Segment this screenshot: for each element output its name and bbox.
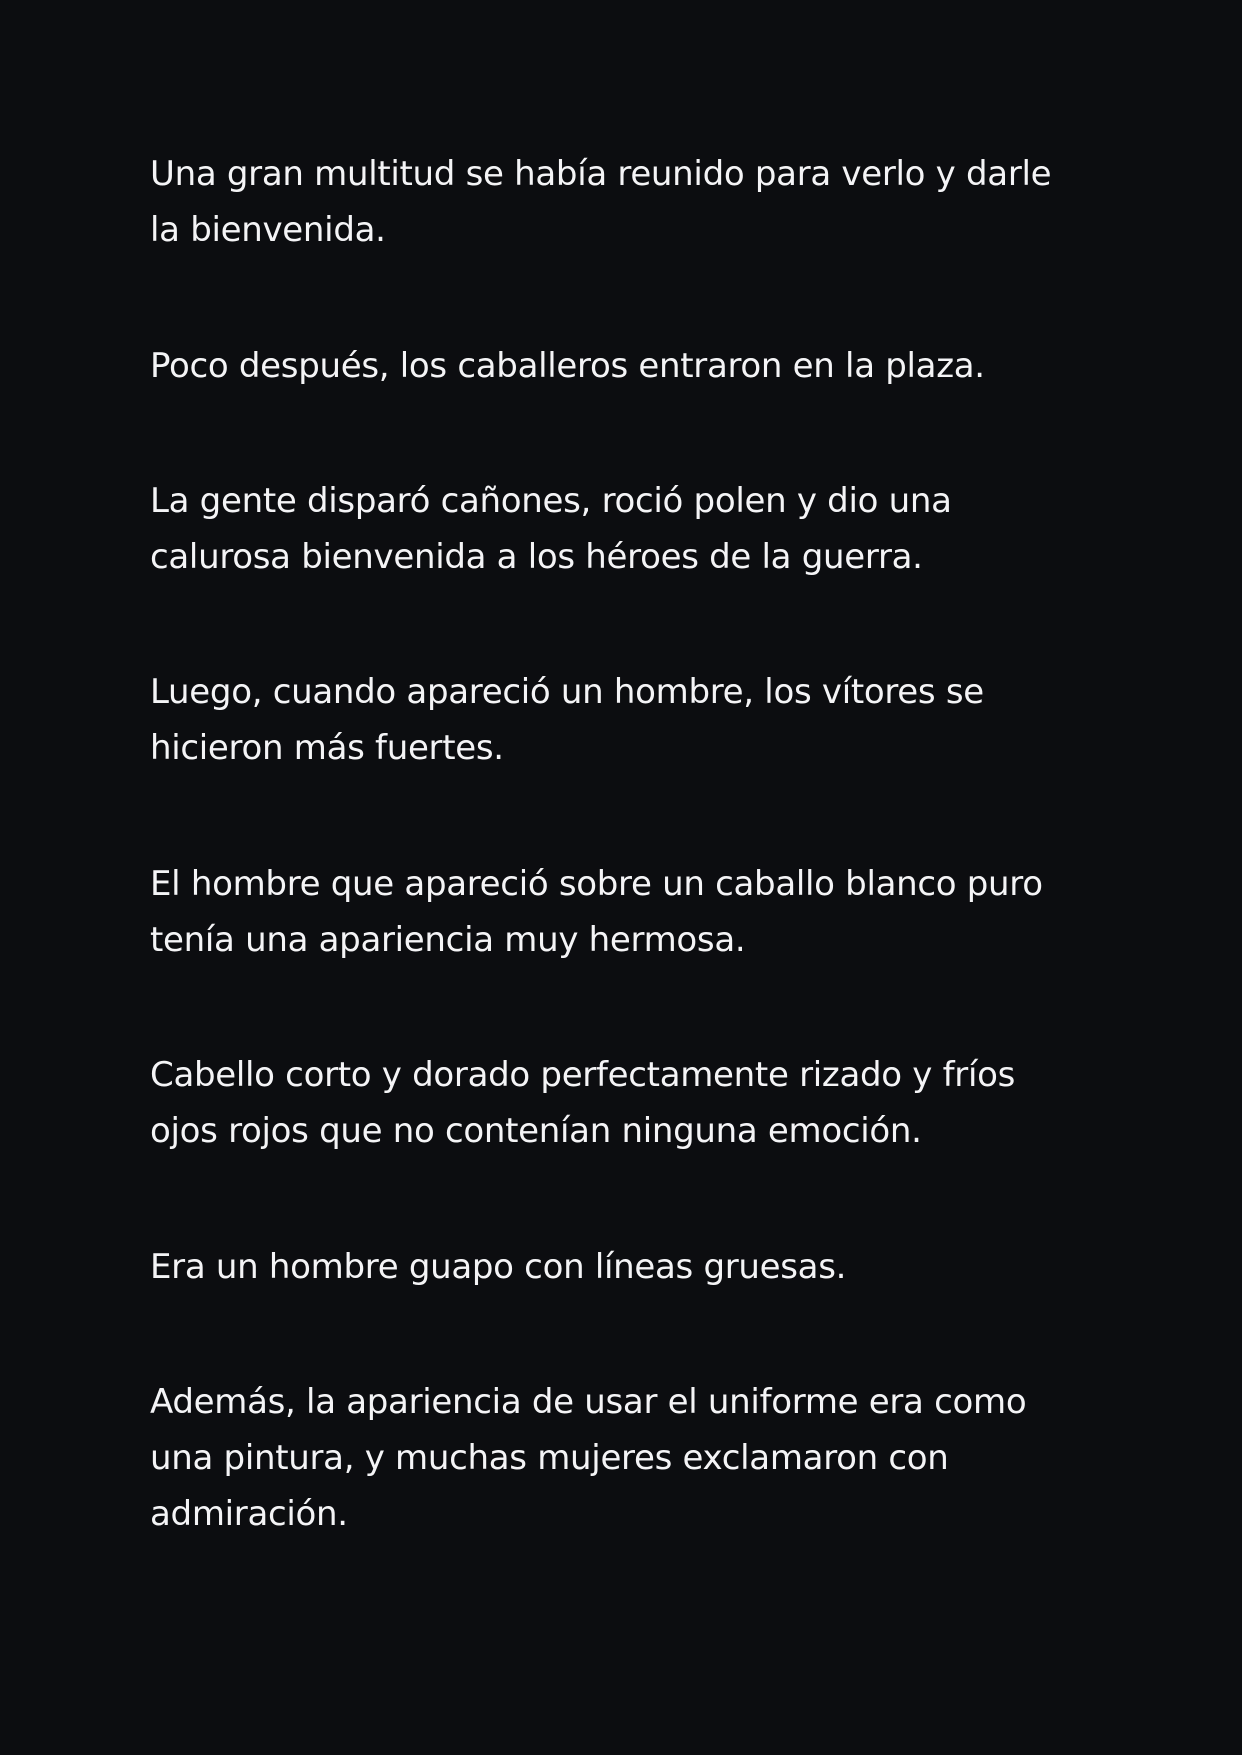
text-line: Era un hombre guapo con líneas gruesas. — [150, 1247, 847, 1287]
text-line: hicieron más fuertes. — [150, 728, 504, 768]
text-line: admiración. — [150, 1494, 348, 1534]
text-line: una pintura, y muchas mujeres exclamaron con — [150, 1438, 949, 1478]
paragraph — [150, 146, 1110, 258]
text-line: ojos rojos que no contenían ninguna emoción. — [150, 1111, 922, 1151]
text-line: Una gran multitud se había reunido para verlo y darle — [150, 154, 1052, 194]
text-line: la bienvenida. — [150, 210, 386, 250]
text-line: El hombre que apareció sobre un caballo blanco puro — [150, 864, 1043, 904]
text-line: La gente disparó cañones, roció polen y dio una — [150, 481, 952, 521]
paragraph — [150, 1374, 1110, 1542]
text-line: Luego, cuando apareció un hombre, los vítores se — [150, 672, 984, 712]
text-line: Poco después, los caballeros entraron en la plaza. — [150, 346, 985, 386]
paragraph — [150, 338, 1110, 394]
reader-page — [150, 0, 1110, 1755]
paragraph — [150, 856, 1110, 968]
paragraph — [150, 664, 1110, 776]
text-line: Además, la apariencia de usar el uniforme era como — [150, 1382, 1027, 1422]
text-line: tenía una apariencia muy hermosa. — [150, 920, 746, 960]
paragraph — [150, 473, 1110, 585]
paragraph — [150, 1047, 1110, 1159]
text-line: calurosa bienvenida a los héroes de la guerra. — [150, 537, 923, 577]
text-line: Cabello corto y dorado perfectamente rizado y fríos — [150, 1055, 1016, 1095]
paragraph — [150, 1239, 1110, 1295]
